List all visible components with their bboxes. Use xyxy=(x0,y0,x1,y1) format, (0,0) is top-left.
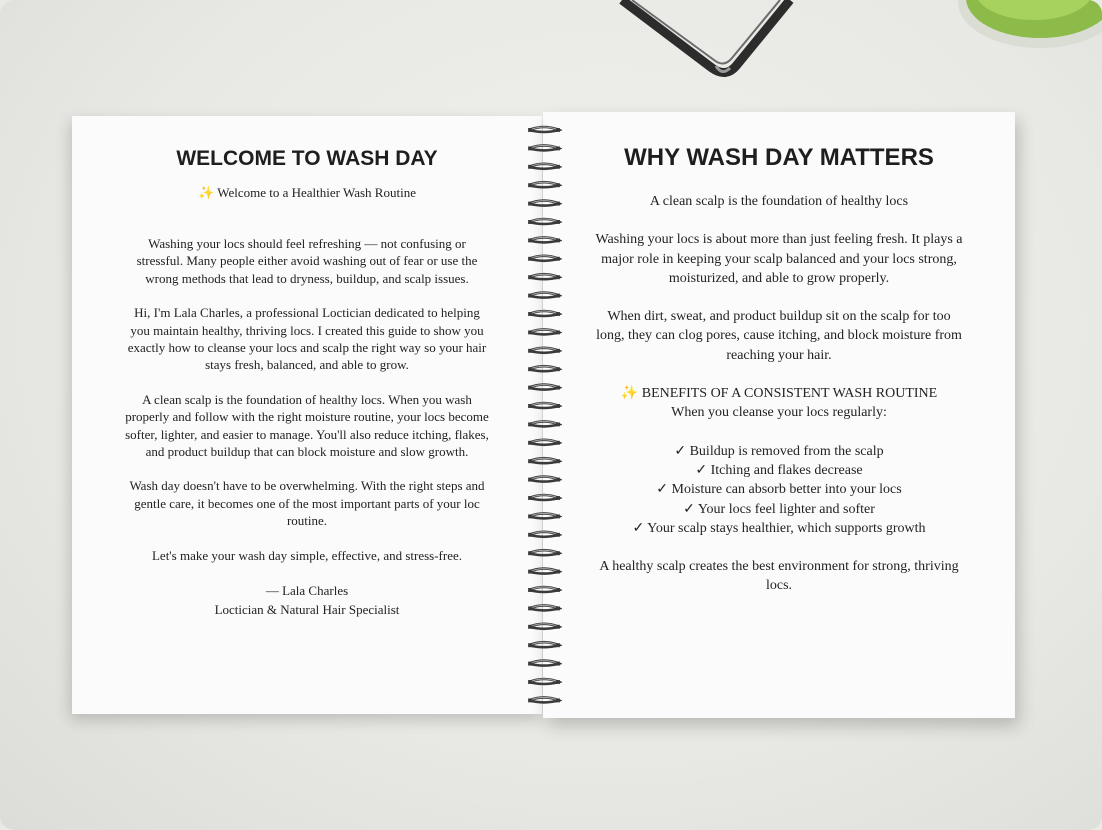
spiral-coil xyxy=(528,624,560,629)
spiral-coil xyxy=(528,274,560,279)
spiral-coil xyxy=(528,329,560,334)
spiral-coil xyxy=(528,587,560,592)
list-item-text: Itching and flakes decrease xyxy=(710,462,863,478)
spiral-binding xyxy=(526,124,562,712)
spiral-coil xyxy=(528,642,560,647)
list-item-text: Moisture can absorb better into your locs xyxy=(671,482,902,498)
check-icon: ✓ xyxy=(683,501,695,517)
spiral-coil xyxy=(528,697,560,702)
list-item xyxy=(595,461,963,480)
spiral-coil xyxy=(528,127,560,132)
check-icon: ✓ xyxy=(674,443,687,459)
left-page-subtitle xyxy=(72,185,542,201)
spiral-coil xyxy=(528,458,560,463)
paragraph: Washing your locs is about more than just feeling fresh. It plays a major role in keeping your scalp balanced and your locs strong, moisturized, and able to grow properly. xyxy=(595,232,963,286)
paragraph: Wash day doesn't have to be overwhelming. With the right steps and gentle care, it becomes one of the most important parts of your loc routine. xyxy=(129,478,485,529)
spiral-coil xyxy=(528,256,560,261)
spiral-coil xyxy=(528,440,560,445)
eyeglasses-icon xyxy=(0,0,1102,120)
check-icon: ✓ xyxy=(695,462,708,478)
paragraph: When dirt, sweat, and product buildup sit on the scalp for too long, they can clog pores, cause itching, and block moisture from reaching your hair. xyxy=(596,309,962,363)
benefits-lead: When you cleanse your locs regularly: xyxy=(671,405,887,421)
spiral-coil xyxy=(528,182,560,187)
spiral-coil xyxy=(528,348,560,353)
spiral-coil xyxy=(528,495,560,500)
cup-icon xyxy=(940,0,1102,50)
paragraph: Let's make your wash day simple, effective, and stress-free. xyxy=(151,547,463,563)
list-item-text: Your scalp stays healthier, which supports growth xyxy=(647,520,926,536)
right-page-title: WHY WASH DAY MATTERS xyxy=(624,144,934,171)
signature-title: Loctician & Natural Hair Specialist xyxy=(214,602,400,618)
paragraph: A clean scalp is the foundation of healthy locs. When you wash properly and follow with the right moisture routine, your locs become softer, lighter, and easier to manage. You'll also reduce itching, flakes, and product buildup that can block moisture and slow growth. xyxy=(125,391,489,460)
benefits-heading xyxy=(595,384,963,403)
left-page-body xyxy=(72,235,542,619)
spiral-coil xyxy=(528,145,560,150)
spiral-coil xyxy=(528,403,560,408)
spiral-coil xyxy=(528,219,560,224)
left-page xyxy=(72,116,542,714)
list-item xyxy=(595,500,963,519)
sparkle-icon: ✨ xyxy=(620,386,639,402)
spiral-coil xyxy=(528,679,560,684)
check-icon: ✓ xyxy=(632,520,645,536)
spiral-coil xyxy=(528,293,560,298)
spiral-coil xyxy=(528,513,560,518)
list-item xyxy=(595,519,963,538)
spiral-coil xyxy=(528,605,560,610)
intro-line: A clean scalp is the foundation of healthy locs xyxy=(649,194,909,209)
signature-name: — Lala Charles xyxy=(265,583,349,599)
spiral-coil xyxy=(528,164,560,169)
left-page-title: WELCOME TO WASH DAY xyxy=(176,147,438,170)
spiral-coil xyxy=(528,661,560,666)
closing-line: A healthy scalp creates the best environment for strong, thriving locs. xyxy=(599,559,959,594)
check-icon: ✓ xyxy=(656,482,669,498)
right-page-body xyxy=(543,192,1015,596)
spiral-coil xyxy=(528,201,560,206)
spiral-coil xyxy=(528,311,560,316)
sparkle-icon: ✨ xyxy=(198,185,215,200)
spiral-coil xyxy=(528,532,560,537)
spiral-coil xyxy=(528,421,560,426)
spiral-coil xyxy=(528,569,560,574)
paragraph: Washing your locs should feel refreshing — not confusing or stressful. Many people either avoid washing out of fear or use the wrong methods that lead to dryness, buildup, and scalp issues. xyxy=(136,236,478,286)
benefits-list xyxy=(595,442,963,538)
benefits-heading-text: BENEFITS OF A CONSISTENT WASH ROUTINE xyxy=(641,386,938,402)
list-item-text: Your locs feel lighter and softer xyxy=(697,501,875,517)
signature-block xyxy=(124,581,490,619)
list-item xyxy=(595,480,963,499)
list-item-text: Buildup is removed from the scalp xyxy=(689,443,884,459)
spiral-coil xyxy=(528,477,560,482)
spiral-coil xyxy=(528,366,560,371)
spiral-coil xyxy=(528,550,560,555)
list-item xyxy=(595,442,963,461)
right-page xyxy=(543,112,1015,718)
spiral-coil xyxy=(528,237,560,242)
subtitle-text: Welcome to a Healthier Wash Routine xyxy=(217,185,416,200)
paragraph: Hi, I'm Lala Charles, a professional Loctician dedicated to helping you maintain healthy, thriving locs. I created this guide to show you exactly how to cleanse your locs and scalp the right way so your hair stays fresh, balanced, and able to grow. xyxy=(127,305,487,373)
spiral-coil xyxy=(528,385,560,390)
